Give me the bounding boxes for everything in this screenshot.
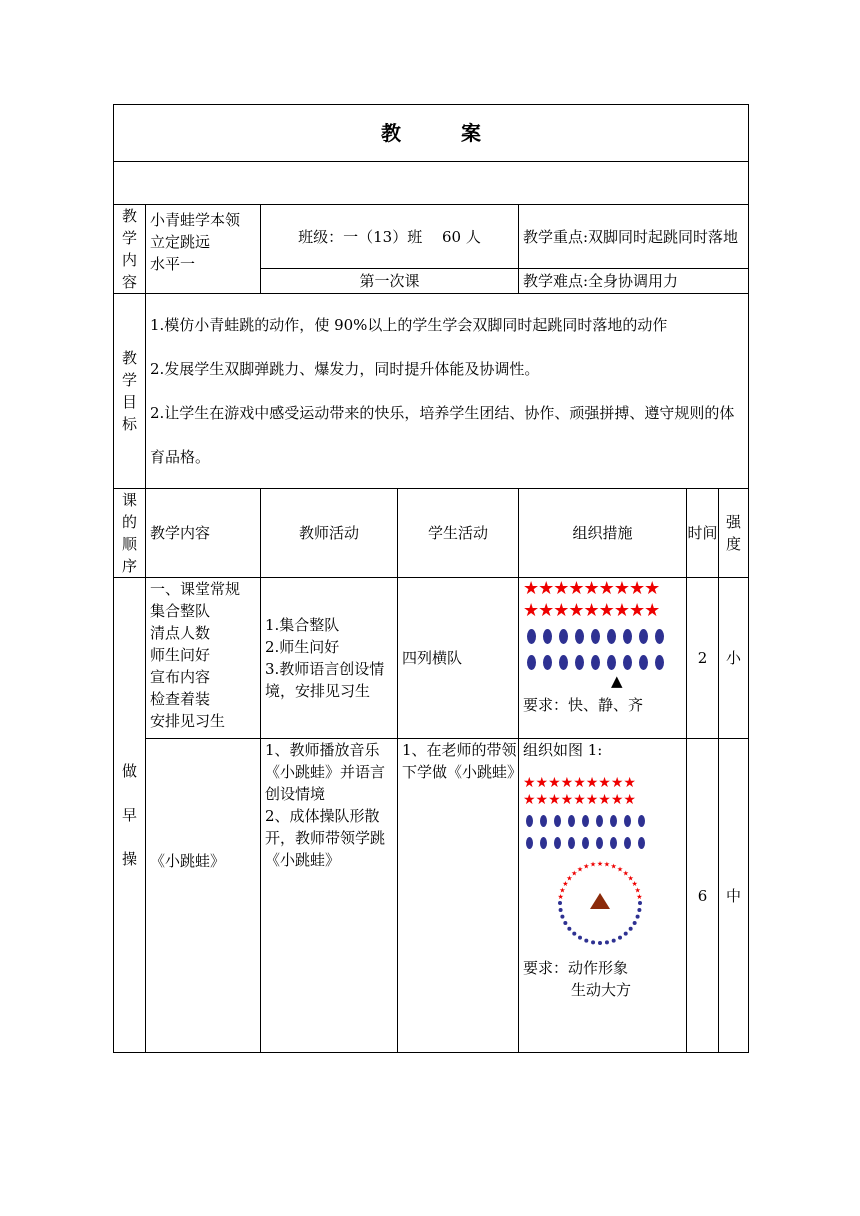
row2-time: 6 — [687, 739, 719, 1053]
circle-dot — [563, 921, 567, 925]
side-label: 做 早 操 — [114, 578, 146, 1053]
row2-requirement: 要求：动作形象 生动大方 — [523, 959, 632, 999]
lesson-number: 第一次课 — [261, 269, 519, 294]
difficulty: 教学难点:全身协调用力 — [519, 269, 749, 294]
row1-requirement: 要求：快、静、齐 — [523, 696, 644, 714]
goals-label: 教 学 目 标 — [114, 294, 146, 489]
goal-item: 1.模仿小青蛙跳的动作，使 90%以上的学生学会双脚同时起跳同时落地的动作 — [150, 316, 668, 334]
circle-dot — [598, 941, 602, 945]
circle-star: ★ — [571, 869, 578, 878]
lesson-topic: 小青蛙学本领 立定跳远 水平一 — [146, 205, 261, 294]
star-row: ★★★★★★★★★ — [523, 775, 636, 791]
key-point: 教学重点:双脚同时起跳同时落地 — [519, 205, 749, 269]
row2-intensity: 中 — [719, 739, 749, 1053]
circle-dot — [567, 927, 571, 931]
circle-dot — [572, 932, 576, 936]
circle-dot — [637, 908, 641, 912]
student-header: 学生活动 — [398, 489, 519, 578]
circle-dot — [612, 939, 616, 943]
row2-organization — [519, 739, 687, 1053]
circle-dot — [636, 915, 640, 919]
circle-dot — [638, 901, 642, 905]
circle-dot — [618, 936, 622, 940]
organization-header: 组织措施 — [519, 489, 687, 578]
circle-dot — [578, 936, 582, 940]
circle-dot — [560, 915, 564, 919]
page-title: 教 案 — [114, 105, 749, 162]
circle-dot — [605, 940, 609, 944]
row1-organization — [519, 578, 687, 739]
circle-dot — [584, 939, 588, 943]
row2-student: 1、在老师的带领下学做《小跳蛙》 — [398, 739, 519, 1053]
circle-star: ★ — [559, 886, 566, 895]
circle-star: ★ — [562, 880, 569, 888]
content-header: 教学内容 — [146, 489, 261, 578]
circle-star: ★ — [576, 865, 584, 874]
lesson-plan-table — [113, 104, 749, 1053]
row1-teacher: 1.集合整队 2.师生问好 3.教师语言创设情境，安排见习生 — [261, 578, 398, 739]
time-header: 时间 — [687, 489, 719, 578]
goal-item: 2.发展学生双脚弹跳力、爆发力，同时提升体能及协调性。 — [150, 360, 540, 378]
row2-content: 《小跳蛙》 — [146, 739, 261, 1053]
circle-dot — [591, 940, 595, 944]
row1-content: 一、课堂常规 集合整队 清点人数 师生问好 宣布内容 检查着装 安排见习生 — [146, 578, 261, 739]
circle-star: ★ — [627, 874, 634, 883]
teacher-header: 教师活动 — [261, 489, 398, 578]
star-row: ★★★★★★★★★ — [523, 792, 636, 808]
dot-row — [523, 809, 686, 831]
dot-row — [523, 831, 686, 853]
circle-formation-figure — [523, 859, 683, 955]
circle-dot — [624, 932, 628, 936]
circle-star: ★ — [631, 880, 638, 888]
circle-star: ★ — [634, 886, 641, 895]
circle-star: ★ — [596, 860, 604, 868]
teacher-triangle-icon — [590, 893, 610, 909]
circle-star: ★ — [610, 862, 617, 871]
circle-star: ★ — [557, 893, 564, 902]
circle-dot — [629, 927, 633, 931]
row1-intensity: 小 — [719, 578, 749, 739]
circle-star: ★ — [583, 862, 590, 871]
star-row: ★★★★★★★★★ — [523, 578, 660, 599]
goal-item: 2.让学生在游戏中感受运动带来的快乐，培养学生团结、协作、顽强拼搏、遵守规则的体育品格。 — [150, 404, 735, 466]
circle-dot — [559, 908, 563, 912]
order-header: 课 的 顺 序 — [114, 489, 146, 578]
circle-star: ★ — [589, 860, 597, 869]
row1-student: 四列横队 — [398, 578, 519, 739]
goals-text — [146, 294, 749, 489]
circle-dot — [633, 921, 637, 925]
blank-row — [114, 162, 749, 205]
teacher-triangle-icon: ▲ — [611, 672, 623, 690]
circle-star: ★ — [566, 874, 573, 883]
dot-row — [523, 622, 686, 648]
dot-row — [523, 648, 686, 674]
circle-star: ★ — [616, 865, 624, 874]
circle-star: ★ — [622, 869, 629, 878]
content-label: 教 学 内 容 — [114, 205, 146, 294]
intensity-header: 强度 — [719, 489, 749, 578]
row2-teacher: 1、教师播放音乐《小跳蛙》并语言创设情境 2、成体操队形散开，教师带领学跳《小跳蛙》 — [261, 739, 398, 1053]
star-row: ★★★★★★★★★ — [523, 600, 660, 621]
class-info: 班级：一（13）班 60 人 — [261, 205, 519, 269]
row1-time: 2 — [687, 578, 719, 739]
circle-star: ★ — [603, 860, 611, 869]
circle-star: ★ — [636, 893, 643, 902]
circle-dot — [558, 901, 562, 905]
row2-org-title: 组织如图 1: — [523, 741, 603, 759]
